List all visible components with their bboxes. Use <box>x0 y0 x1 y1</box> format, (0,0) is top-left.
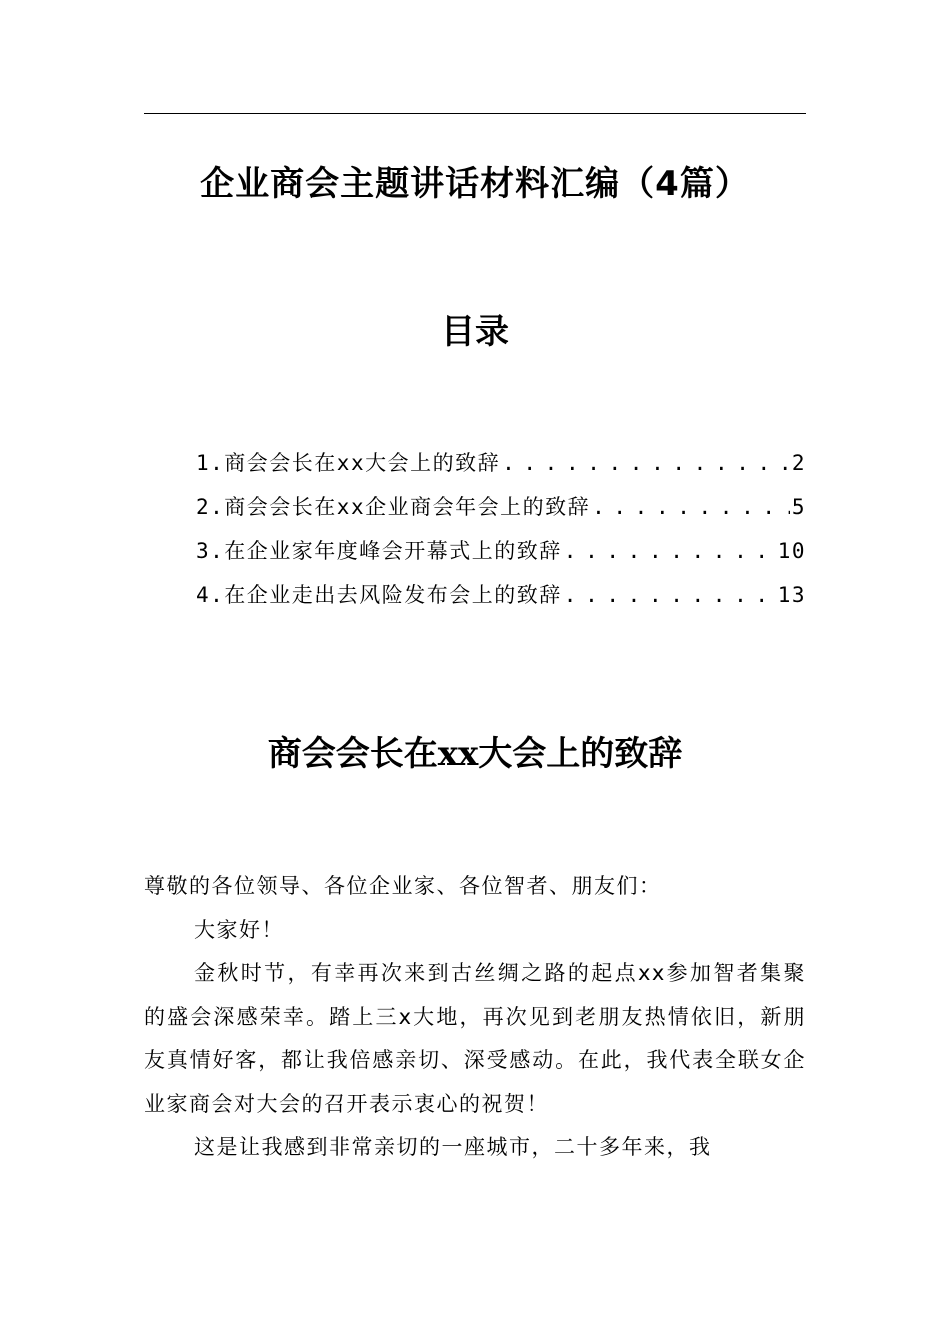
toc-dot-leader <box>564 577 776 613</box>
header-rule <box>144 113 806 114</box>
toc-entry-page: 2 <box>791 451 806 475</box>
document-title: 企业商会主题讲话材料汇编（4篇） <box>200 164 750 204</box>
toc-entry-text: 商会会长在xx企业商会年会上的致辞 <box>224 495 591 519</box>
toc-entry-number: 3. <box>196 539 225 563</box>
toc-entry-number: 1. <box>196 451 225 475</box>
toc-entry-page: 13 <box>777 583 806 607</box>
body-paragraph: 这是让我感到非常亲切的一座城市，二十多年来，我 <box>194 1135 712 1159</box>
toc-dot-leader <box>592 489 790 525</box>
toc-entry-3[interactable] <box>196 533 806 577</box>
speech-body <box>144 865 806 1170</box>
table-of-contents <box>196 445 806 621</box>
toc-entry-number: 4. <box>196 583 225 607</box>
toc-entry-page: 5 <box>791 495 806 519</box>
toc-entry-1[interactable] <box>196 445 806 489</box>
section-title: 商会会长在xx大会上的致辞 <box>267 734 683 774</box>
toc-entry-4[interactable] <box>196 577 806 621</box>
toc-entry-text: 商会会长在xx大会上的致辞 <box>224 451 501 475</box>
body-paragraph: 金秋时节，有幸再次来到古丝绸之路的起点xx参加智者集聚的盛会深感荣幸。踏上三x大地，再次见到老朋友热情依旧，新朋友真情好客，都让我倍感亲切、深受感动。在此，我代表全联女企业家商会对大会的召开表示衷心的祝贺！ <box>144 961 806 1116</box>
toc-entry-2[interactable] <box>196 489 806 533</box>
salutation: 尊敬的各位领导、各位企业家、各位智者、朋友们： <box>144 874 662 898</box>
toc-entry-page: 10 <box>777 539 806 563</box>
toc-heading: 目录 <box>441 312 509 352</box>
toc-entry-text: 在企业家年度峰会开幕式上的致辞 <box>224 539 562 563</box>
toc-entry-number: 2. <box>196 495 225 519</box>
toc-entry-text: 在企业走出去风险发布会上的致辞 <box>224 583 562 607</box>
greeting: 大家好！ <box>194 917 284 942</box>
toc-dot-leader <box>564 533 776 569</box>
toc-dot-leader <box>502 445 790 481</box>
